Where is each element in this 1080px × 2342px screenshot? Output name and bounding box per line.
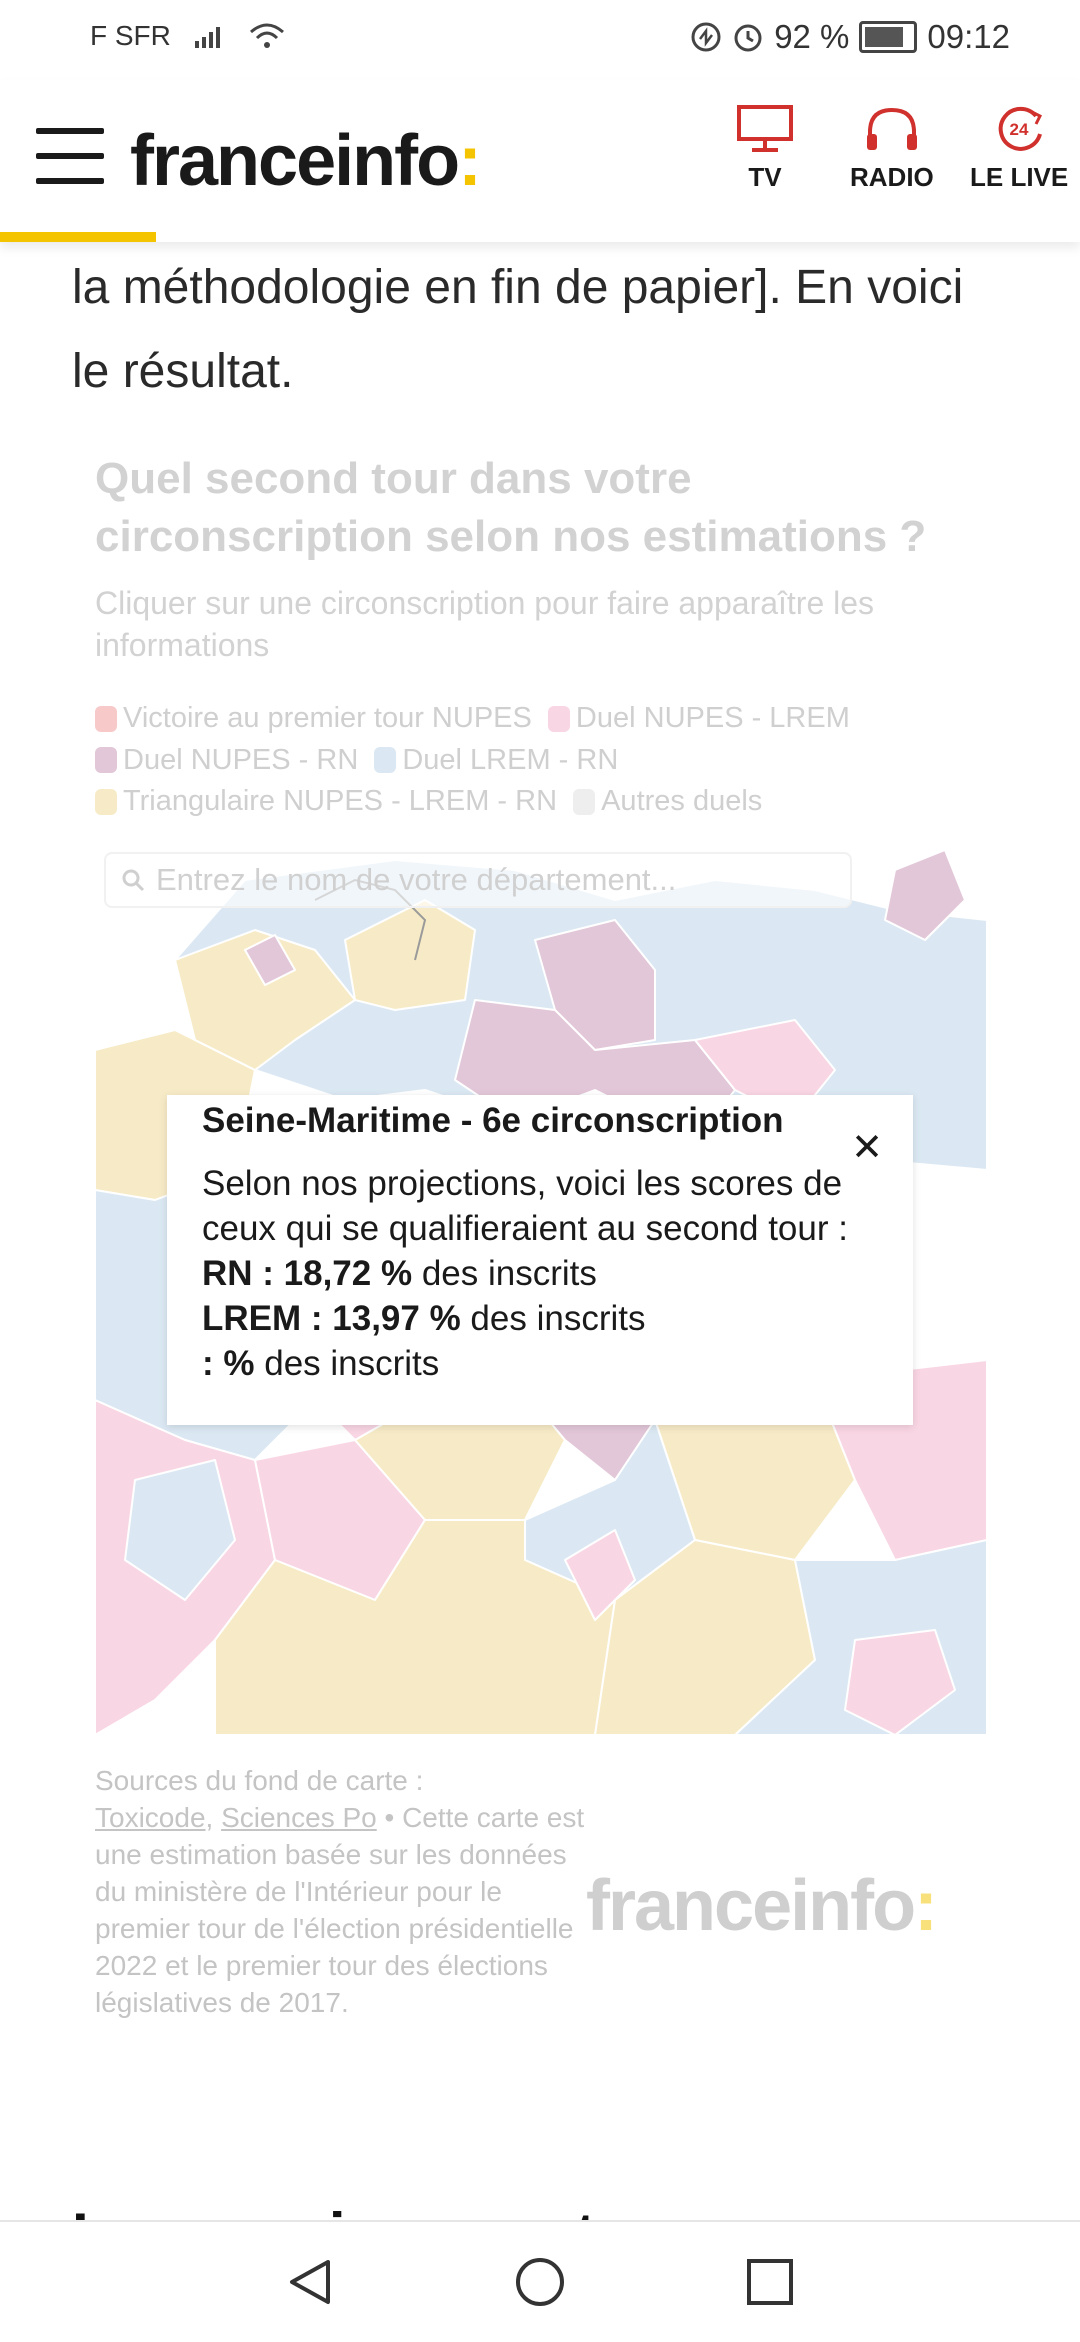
home-icon[interactable]: [514, 2256, 566, 2308]
battery-percent: 92 %: [774, 18, 850, 55]
legend-item: [95, 783, 557, 820]
status-bar: [0, 0, 1080, 80]
article-text: la méthodologie en fin de papier]. En voici le résultat.: [72, 261, 964, 398]
recents-icon[interactable]: [744, 2256, 796, 2308]
nav-tv[interactable]: [736, 104, 794, 193]
popup-body: [202, 1161, 882, 1386]
source-link-toxicode[interactable]: Toxicode: [95, 1802, 206, 1833]
nav-radio[interactable]: [850, 104, 934, 193]
signal-icon: [193, 23, 227, 49]
legend-label: Duel NUPES - LREM: [575, 702, 850, 734]
popup-row: [202, 1251, 882, 1296]
popup-row-suffix: des inscrits: [412, 1254, 597, 1293]
search-placeholder: Entrez le nom de votre département...: [156, 862, 677, 897]
wifi-icon: [249, 22, 285, 50]
logo-colon: :: [458, 121, 481, 201]
back-icon[interactable]: [284, 2256, 336, 2308]
legend-swatch: [573, 789, 595, 815]
menu-icon[interactable]: [36, 128, 104, 184]
nav-radio-label: RADIO: [850, 162, 934, 192]
sources-text: • Cette carte est une estimation basée sur les données du ministère de l'Intérieur pour le premier tour de l'élection présidentielle 2022 et le premier tour des élections législatives de 2017.: [95, 1802, 585, 2018]
close-icon[interactable]: ✕: [851, 1127, 883, 1169]
legend-swatch: [374, 747, 396, 773]
legend-swatch: [95, 789, 117, 815]
popup-intro: Selon nos projections, voici les scores de ceux qui se qualifieraient au second tour :: [202, 1164, 848, 1248]
legend-swatch: [548, 706, 570, 732]
clock: 09:12: [927, 18, 1010, 55]
popup-row-label: LREM : 13,97 %: [202, 1299, 461, 1338]
legend-label: Duel NUPES - RN: [123, 743, 359, 776]
nav-tv-label: TV: [748, 162, 782, 192]
status-right: [690, 18, 1010, 56]
reading-progress-bar: [0, 232, 156, 242]
source-link-sciences-po[interactable]: Sciences Po: [221, 1802, 377, 1833]
site-header: [0, 80, 1080, 242]
alarm-icon: [732, 21, 764, 53]
popup-row-label: : %: [202, 1344, 255, 1383]
legend-item: [95, 742, 358, 779]
legend-label: Duel LREM - RN: [402, 743, 619, 776]
popup-row-label: RN : 18,72 %: [202, 1254, 413, 1293]
franceinfo-logo[interactable]: [130, 120, 480, 202]
logo-text: franceinfo: [130, 121, 459, 201]
legend-item: [374, 742, 618, 779]
data-saver-icon: [690, 21, 722, 53]
live-24-icon: [990, 104, 1048, 154]
map-subtitle: Cliquer sur une circonscription pour faire apparaître les informations: [95, 585, 875, 663]
department-search-input[interactable]: [104, 852, 852, 908]
legend-label: Victoire au premier tour NUPES: [123, 702, 532, 734]
live-badge-text: 24: [1009, 120, 1029, 139]
popup-title: Seine-Maritime - 6e circonscription: [202, 1101, 784, 1140]
nav-live[interactable]: [970, 104, 1068, 193]
legend-label: Triangulaire NUPES - LREM - RN: [123, 785, 558, 817]
popup-row-suffix: des inscrits: [254, 1344, 440, 1383]
system-nav-bar: [0, 2220, 1080, 2342]
watermark-text: franceinfo: [586, 1866, 915, 1946]
battery-icon: [859, 21, 917, 53]
map-sources: [95, 1762, 595, 2021]
sources-sep: ,: [205, 1802, 222, 1833]
legend-swatch: [95, 747, 117, 773]
franceinfo-watermark: [586, 1865, 936, 1947]
headphones-icon: [862, 104, 922, 154]
popup-row-suffix: des inscrits: [460, 1299, 646, 1338]
search-icon: [120, 867, 146, 893]
sources-prefix: Sources du fond de carte :: [95, 1765, 424, 1796]
carrier: F SFR: [90, 20, 171, 51]
legend-item: [548, 700, 850, 737]
popup-row: [202, 1296, 882, 1341]
watermark-colon: :: [914, 1866, 937, 1946]
popup-row: [202, 1341, 882, 1386]
constituency-popup: [167, 1095, 913, 1425]
map-title: Quel second tour dans votre circonscription selon nos estimations ?: [95, 454, 927, 561]
legend-swatch: [95, 706, 117, 732]
map-legend: [95, 700, 995, 825]
legend-item: [95, 700, 532, 737]
status-left: [90, 20, 285, 52]
nav-live-label: LE LIVE: [970, 162, 1069, 192]
legend-item: [573, 783, 762, 820]
tv-icon: [736, 104, 794, 154]
legend-label: Autres duels: [601, 785, 763, 817]
next-section-heading: [72, 2200, 629, 2222]
